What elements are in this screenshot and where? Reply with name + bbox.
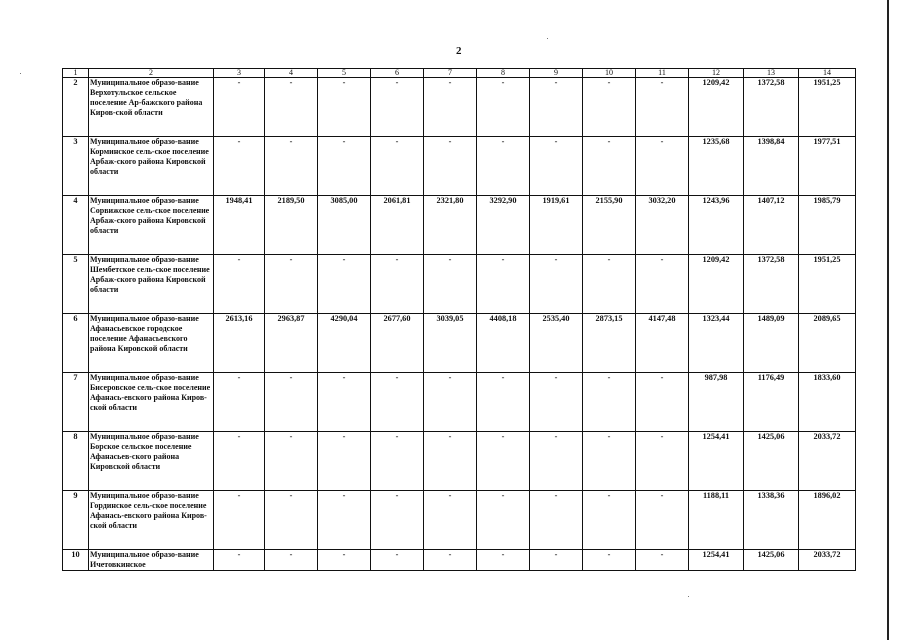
- table-row: [63, 550, 856, 571]
- municipality-name-cell: Муниципальное образо-вание Ичетовкинское: [89, 550, 214, 571]
- value-cell: -: [477, 432, 530, 491]
- value-cell: 2189,50: [265, 196, 318, 255]
- value-cell: 2089,65: [799, 314, 856, 373]
- value-cell: 2033,72: [799, 550, 856, 571]
- value-cell: 1235,68: [689, 137, 744, 196]
- value-cell: 1489,09: [744, 314, 799, 373]
- table-row: [63, 373, 856, 432]
- value-cell: -: [636, 432, 689, 491]
- value-cell: 4147,48: [636, 314, 689, 373]
- value-cell: -: [636, 137, 689, 196]
- scan-speck: [20, 73, 21, 74]
- municipality-name-cell: Муниципальное образо-вание Гординское сель-ское поселение Афанась-евского района Киров-ской области: [89, 491, 214, 550]
- value-cell: -: [371, 491, 424, 550]
- value-cell: -: [530, 137, 583, 196]
- value-cell: 2873,15: [583, 314, 636, 373]
- value-cell: -: [318, 255, 371, 314]
- scan-speck: [547, 38, 548, 39]
- municipality-name-cell: Муниципальное образо-вание Борское сельское поселение Афанасьев-ского района Кировской области: [89, 432, 214, 491]
- row-number-cell: 6: [63, 314, 89, 373]
- col-header: 5: [318, 69, 371, 78]
- table-row: [63, 78, 856, 137]
- value-cell: 1948,41: [214, 196, 265, 255]
- value-cell: 3292,90: [477, 196, 530, 255]
- header-row: [63, 69, 856, 78]
- value-cell: -: [583, 78, 636, 137]
- value-cell: -: [424, 255, 477, 314]
- value-cell: -: [371, 373, 424, 432]
- value-cell: -: [214, 78, 265, 137]
- value-cell: -: [265, 255, 318, 314]
- value-cell: -: [371, 550, 424, 571]
- scan-edge-line: [887, 0, 889, 640]
- value-cell: 1425,06: [744, 550, 799, 571]
- value-cell: 1372,58: [744, 78, 799, 137]
- value-cell: -: [636, 373, 689, 432]
- row-number-cell: 7: [63, 373, 89, 432]
- value-cell: 1209,42: [689, 255, 744, 314]
- value-cell: 2613,16: [214, 314, 265, 373]
- scan-speck: [688, 596, 689, 597]
- value-cell: -: [530, 373, 583, 432]
- value-cell: 1985,79: [799, 196, 856, 255]
- value-cell: -: [371, 255, 424, 314]
- value-cell: 1407,12: [744, 196, 799, 255]
- value-cell: -: [214, 432, 265, 491]
- col-header: 12: [689, 69, 744, 78]
- value-cell: -: [318, 78, 371, 137]
- value-cell: 2963,87: [265, 314, 318, 373]
- municipality-name-cell: Муниципальное образо-вание Бисеровское сель-ское поселение Афанась-евского района Киров-ской области: [89, 373, 214, 432]
- value-cell: -: [530, 255, 583, 314]
- value-cell: -: [214, 373, 265, 432]
- value-cell: -: [424, 432, 477, 491]
- value-cell: 2677,60: [371, 314, 424, 373]
- municipality-name-cell: Муниципальное образо-вание Верхотульское сельское поселение Ар-бажского района Киров-ской области: [89, 78, 214, 137]
- municipality-name-cell: Муниципальное образо-вание Сорвижское сель-ское поселение Арбаж-ского района Кировской области: [89, 196, 214, 255]
- row-number-cell: 4: [63, 196, 89, 255]
- col-header: 9: [530, 69, 583, 78]
- value-cell: 1833,60: [799, 373, 856, 432]
- value-cell: -: [583, 137, 636, 196]
- row-number-cell: 3: [63, 137, 89, 196]
- value-cell: 1372,58: [744, 255, 799, 314]
- value-cell: 2321,80: [424, 196, 477, 255]
- col-header: 14: [799, 69, 856, 78]
- data-table: [62, 68, 856, 571]
- row-number-cell: 5: [63, 255, 89, 314]
- value-cell: 2061,81: [371, 196, 424, 255]
- value-cell: -: [265, 491, 318, 550]
- value-cell: -: [636, 491, 689, 550]
- value-cell: -: [636, 550, 689, 571]
- value-cell: -: [530, 491, 583, 550]
- value-cell: -: [318, 432, 371, 491]
- value-cell: -: [477, 491, 530, 550]
- value-cell: -: [583, 550, 636, 571]
- value-cell: -: [424, 137, 477, 196]
- value-cell: 3085,00: [318, 196, 371, 255]
- value-cell: -: [530, 432, 583, 491]
- value-cell: 2033,72: [799, 432, 856, 491]
- table-row: [63, 314, 856, 373]
- table-row: [63, 491, 856, 550]
- value-cell: 3032,20: [636, 196, 689, 255]
- value-cell: -: [477, 137, 530, 196]
- value-cell: -: [477, 550, 530, 571]
- value-cell: -: [477, 78, 530, 137]
- value-cell: 1425,06: [744, 432, 799, 491]
- value-cell: 4408,18: [477, 314, 530, 373]
- value-cell: -: [636, 255, 689, 314]
- municipality-name-cell: Муниципальное образо-вание Шембетское сель-ское поселение Арбаж-ского района Кировской области: [89, 255, 214, 314]
- value-cell: -: [214, 491, 265, 550]
- page-number: 2: [456, 45, 462, 57]
- row-number-cell: 8: [63, 432, 89, 491]
- value-cell: 1951,25: [799, 255, 856, 314]
- value-cell: 1254,41: [689, 550, 744, 571]
- value-cell: 987,98: [689, 373, 744, 432]
- table-row: [63, 255, 856, 314]
- value-cell: -: [424, 373, 477, 432]
- col-header: 8: [477, 69, 530, 78]
- value-cell: 1176,49: [744, 373, 799, 432]
- value-cell: 1209,42: [689, 78, 744, 137]
- value-cell: 2535,40: [530, 314, 583, 373]
- col-header: 3: [214, 69, 265, 78]
- col-header: 4: [265, 69, 318, 78]
- value-cell: -: [424, 491, 477, 550]
- col-header: 7: [424, 69, 477, 78]
- value-cell: -: [318, 137, 371, 196]
- value-cell: -: [265, 550, 318, 571]
- value-cell: -: [583, 491, 636, 550]
- col-header: 10: [583, 69, 636, 78]
- value-cell: 1977,51: [799, 137, 856, 196]
- value-cell: -: [583, 432, 636, 491]
- value-cell: -: [530, 550, 583, 571]
- value-cell: -: [477, 255, 530, 314]
- row-number-cell: 9: [63, 491, 89, 550]
- value-cell: -: [214, 255, 265, 314]
- value-cell: 1243,96: [689, 196, 744, 255]
- value-cell: -: [424, 78, 477, 137]
- value-cell: 1896,02: [799, 491, 856, 550]
- value-cell: 1254,41: [689, 432, 744, 491]
- value-cell: -: [265, 432, 318, 491]
- value-cell: -: [583, 373, 636, 432]
- value-cell: -: [265, 373, 318, 432]
- col-header: 2: [89, 69, 214, 78]
- value-cell: 2155,90: [583, 196, 636, 255]
- value-cell: -: [424, 550, 477, 571]
- value-cell: 1338,36: [744, 491, 799, 550]
- value-cell: -: [214, 137, 265, 196]
- value-cell: 1323,44: [689, 314, 744, 373]
- value-cell: -: [636, 78, 689, 137]
- value-cell: 1951,25: [799, 78, 856, 137]
- value-cell: -: [371, 78, 424, 137]
- col-header: 11: [636, 69, 689, 78]
- col-header: 6: [371, 69, 424, 78]
- table-row: [63, 196, 856, 255]
- table-row: [63, 432, 856, 491]
- value-cell: 3039,05: [424, 314, 477, 373]
- col-header: 13: [744, 69, 799, 78]
- value-cell: 4290,04: [318, 314, 371, 373]
- value-cell: 1919,61: [530, 196, 583, 255]
- value-cell: -: [214, 550, 265, 571]
- value-cell: -: [371, 137, 424, 196]
- value-cell: -: [318, 550, 371, 571]
- value-cell: 1188,11: [689, 491, 744, 550]
- row-number-cell: 10: [63, 550, 89, 571]
- municipality-name-cell: Муниципальное образо-вание Корминское сель-ское поселение Арбаж-ского района Кировской области: [89, 137, 214, 196]
- value-cell: 1398,84: [744, 137, 799, 196]
- value-cell: -: [318, 491, 371, 550]
- table-row: [63, 137, 856, 196]
- row-number-cell: 2: [63, 78, 89, 137]
- value-cell: -: [583, 255, 636, 314]
- municipality-name-cell: Муниципальное образо-вание Афанасьевское городское поселение Афанасьевского района Кировской области: [89, 314, 214, 373]
- value-cell: -: [530, 78, 583, 137]
- value-cell: -: [318, 373, 371, 432]
- col-header: 1: [63, 69, 89, 78]
- value-cell: -: [371, 432, 424, 491]
- value-cell: -: [265, 78, 318, 137]
- value-cell: -: [477, 373, 530, 432]
- value-cell: -: [265, 137, 318, 196]
